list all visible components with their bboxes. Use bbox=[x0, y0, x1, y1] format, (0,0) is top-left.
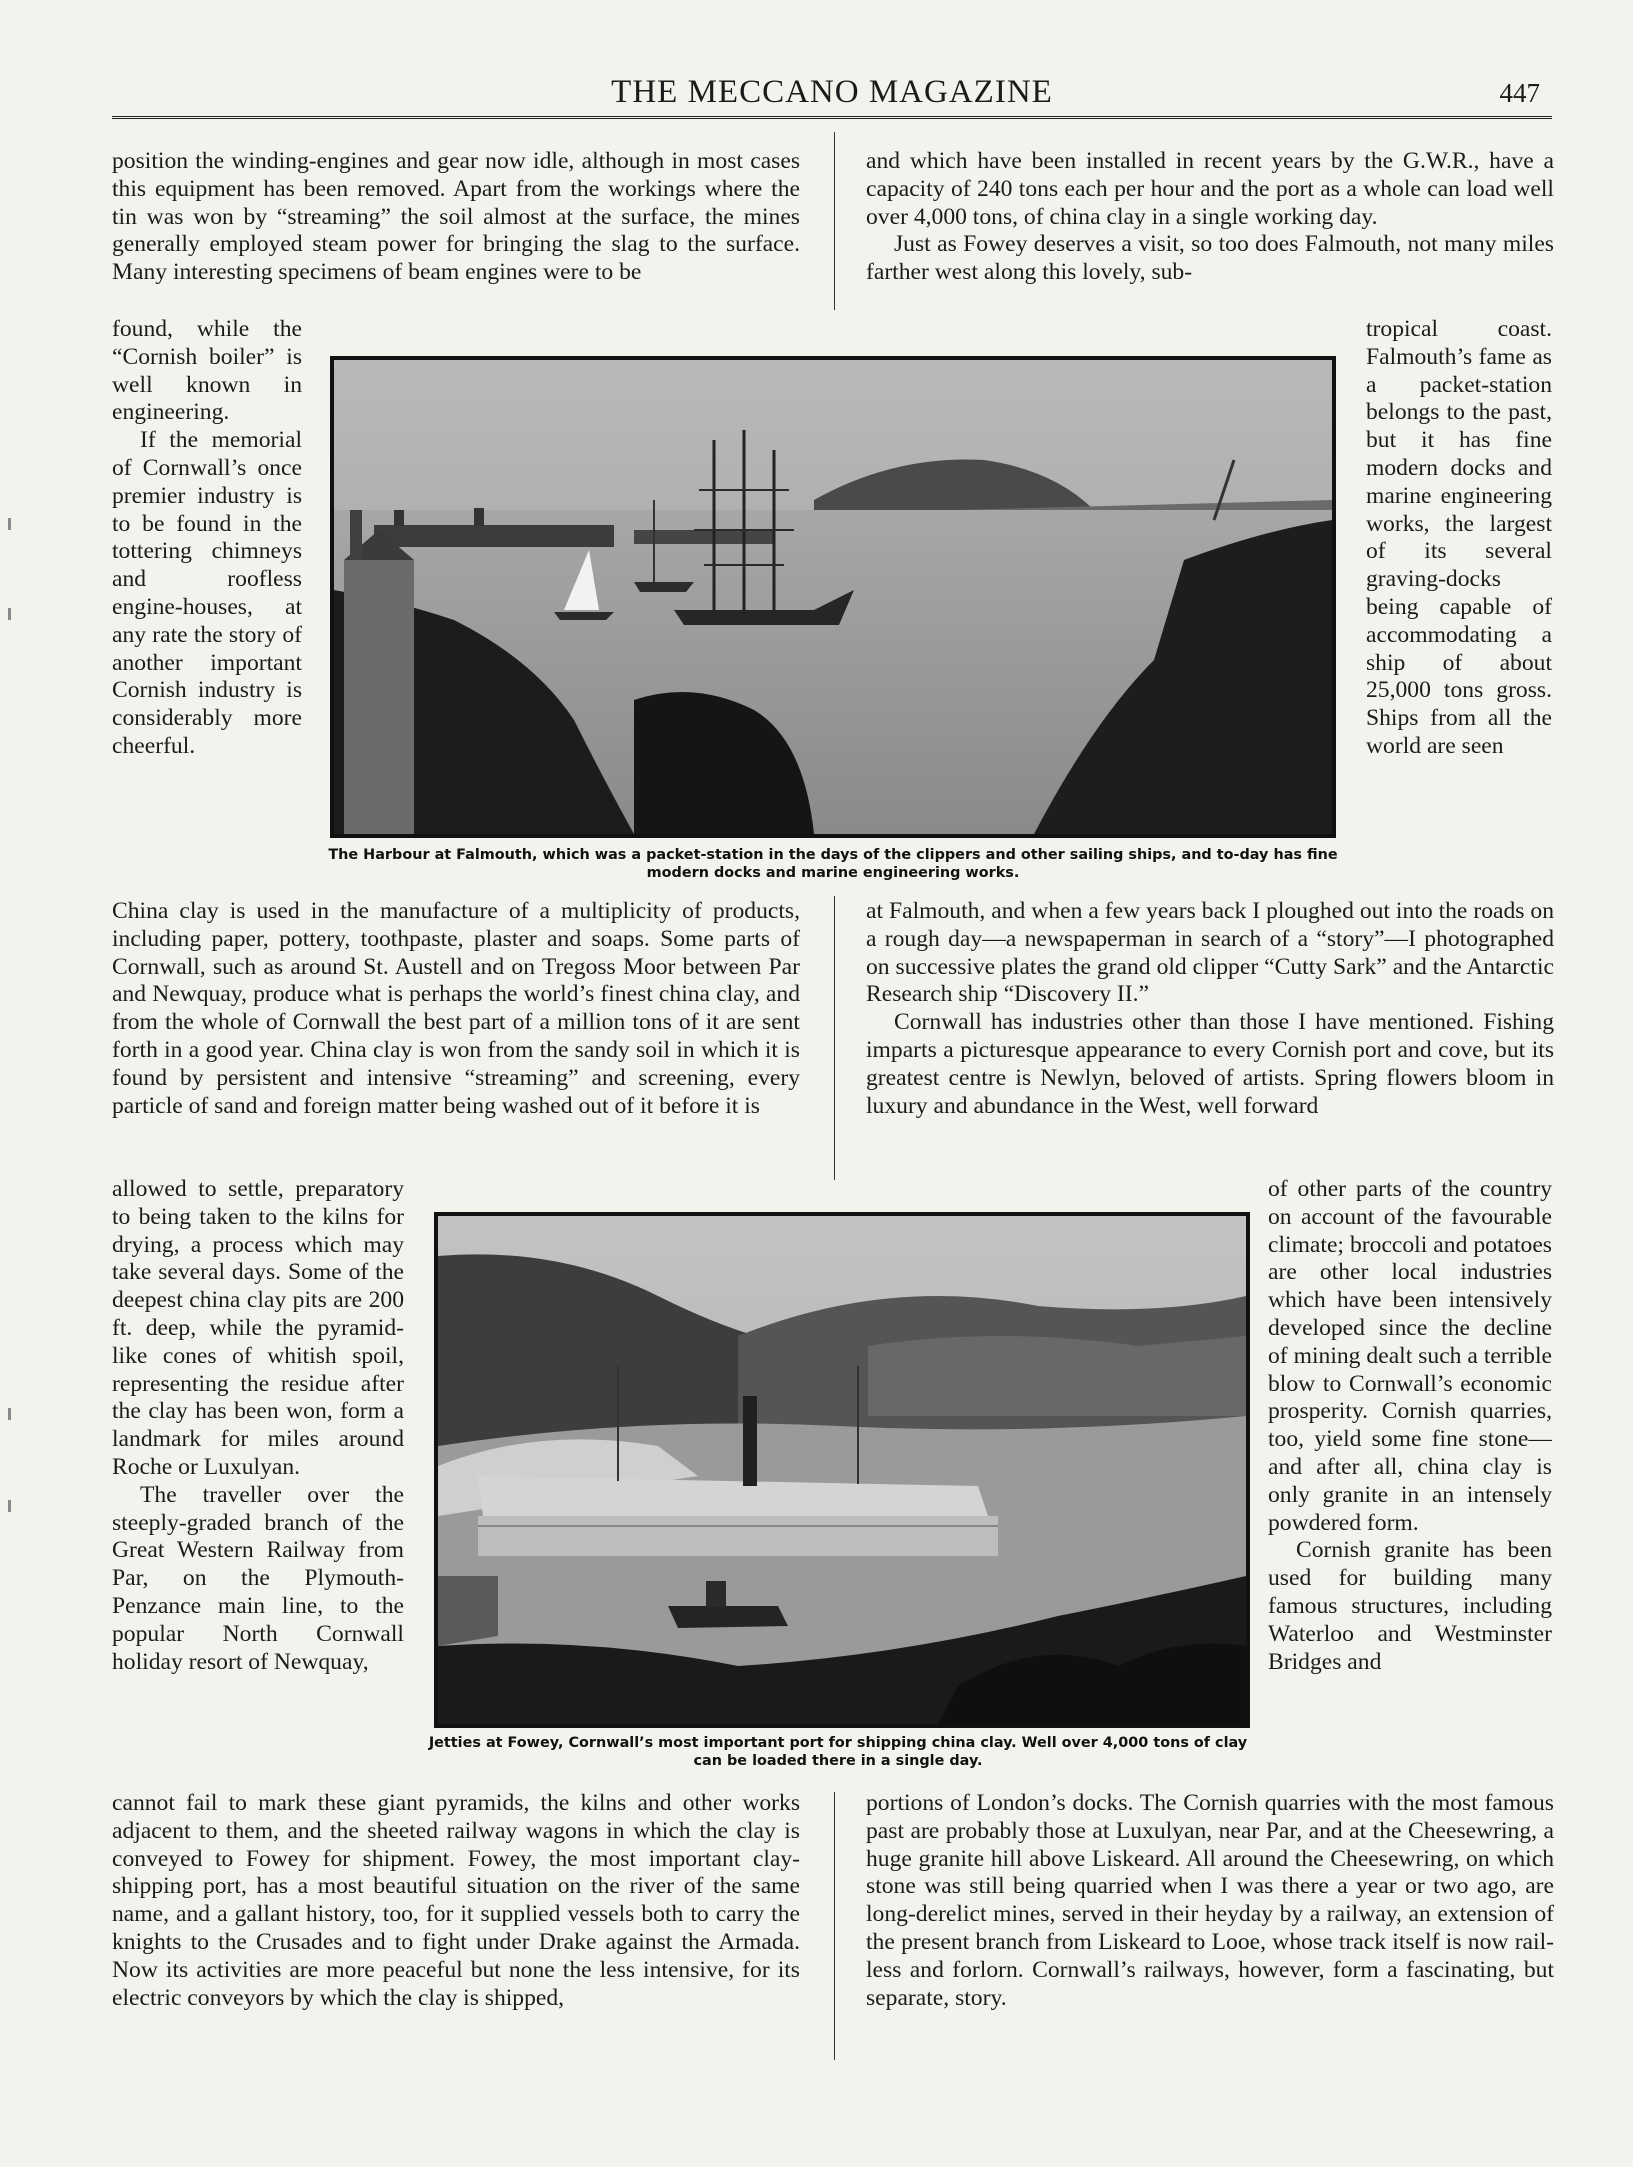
paragraph: tropical coast. Falmouth’s fame as a packet-station belongs to the past, but it has fine modern docks and marine engineering works, the largest of its several graving-docks being capable of accommodating a ship of about 25,000 tons gross. Ships from all the world are seen bbox=[1366, 316, 1552, 759]
fowey-jetties-photo bbox=[434, 1212, 1250, 1728]
paragraph: If the memorial of Cornwall’s once premier industry is to be found in the tottering chimneys and roofless engine-houses, at any rate the story of another important Cornish industry is considerably more cheerful. bbox=[112, 427, 302, 759]
article-text-right-narrow-1 bbox=[1366, 316, 1552, 896]
paragraph: allowed to settle, preparatory to being taken to the kilns for drying, a process which may take several days. Some of the deepest china clay pits are 200 ft. deep, while the pyramid-like cones of whitish spoil, representing the residue after the clay has been won, form a landmark for miles around Roche or Luxulyan. bbox=[112, 1176, 404, 1480]
paragraph: of other parts of the country on account of the favourable climate; broccoli and potatoes are other local industries which have been intensively developed since the decline of mining dealt such a terrible blow to Cornwall’s economic prosperity. Cornish quarries, too, yield some fine stone—and after all, china clay is only granite in an intensely powdered form. bbox=[1268, 1176, 1552, 1536]
magazine-title: THE MECCANO MAGAZINE bbox=[611, 74, 1053, 110]
scan-mark bbox=[8, 518, 11, 530]
paragraph: Cornwall has industries other than those I have mentioned. Fishing imparts a picturesque appearance to every Cornish port and cove, but its greatest centre is Newlyn, beloved of artists. Spring flowers bloom in luxury and abundance in the West, well forward bbox=[866, 1009, 1554, 1119]
column-rule-bottom bbox=[834, 1792, 835, 2060]
article-text-right-narrow-2 bbox=[1268, 1176, 1552, 1790]
article-text-right-mid bbox=[866, 898, 1554, 1120]
page-header bbox=[112, 72, 1552, 119]
fowey-photo-caption: Jetties at Fowey, Cornwall’s most important port for shipping china clay. Well over 4,000 tons of clay can be loaded there in a single day. bbox=[428, 1735, 1248, 1769]
article-text-left-top bbox=[112, 148, 800, 287]
column-rule-middle bbox=[834, 896, 835, 1180]
paragraph: Just as Fowey deserves a visit, so too does Falmouth, not many miles farther west along this lovely, sub- bbox=[866, 231, 1554, 286]
paragraph: cannot fail to mark these giant pyramids, the kilns and other works adjacent to them, and the sheeted railway wagons in which the clay is conveyed to Fowey for shipment. Fowey, the most important clay-shipping port, has a most beautiful situation on the river of the same name, and a gallant history, too, for it supplied vessels both to carry the knights to the Crusades and to fight under Drake against the Armada. Now its activities are more peaceful but none the less intensive, for its electric conveyors by which the clay is shipped, bbox=[112, 1790, 800, 2011]
paragraph: and which have been installed in recent years by the G.W.R., have a capacity of 240 tons each per hour and the port as a whole can load well over 4,000 tons, of china clay in a single working day. bbox=[866, 148, 1554, 230]
paragraph: at Falmouth, and when a few years back I ploughed out into the roads on a rough day—a newspaperman in search of a “story”—I photographed on successive plates the grand old clipper “Cutty Sark” and the Antarctic Research ship “Discovery II.” bbox=[866, 898, 1554, 1008]
column-rule-top bbox=[834, 132, 835, 310]
jetties-illustration bbox=[438, 1216, 1246, 1724]
paragraph: The traveller over the steeply-graded branch of the Great Western Railway from Par, on the Plymouth-Penzance main line, to the popular North Cornwall holiday resort of Newquay, bbox=[112, 1481, 404, 1675]
paragraph: found, while the “Cornish boiler” is well known in engineering. bbox=[112, 316, 302, 426]
page-number: 447 bbox=[1499, 78, 1540, 108]
paragraph: Cornish granite has been used for building many famous structures, including Waterloo and Westminster Bridges and bbox=[1268, 1537, 1552, 1675]
falmouth-photo-caption: The Harbour at Falmouth, which was a packet-station in the days of the clippers and other sailing ships, and to-day has fine modern docks and marine engineering works. bbox=[328, 847, 1338, 881]
article-text-left-mid bbox=[112, 898, 800, 1120]
paragraph: China clay is used in the manufacture of a multiplicity of products, including paper, pottery, toothpaste, plaster and soaps. Some parts of Cornwall, such as around St. Austell and on Tregoss Moor between Par and Newquay, produce what is perhaps the world’s finest china clay, and from the whole of Cornwall the best part of a million tons of it are sent forth in a good year. China clay is won from the sandy soil in which it is found by persistent and intensive “streaming” and screening, every particle of sand and foreign matter being washed out of it before it is bbox=[112, 898, 800, 1119]
article-text-right-top bbox=[866, 148, 1554, 287]
article-text-left-bottom bbox=[112, 1790, 800, 2012]
article-text-left-narrow-2 bbox=[112, 1176, 404, 1790]
paragraph: portions of London’s docks. The Cornish quarries with the most famous past are probably those at Luxulyan, near Par, and at the Cheesewring, a huge granite hill above Liskeard. All around the Cheesewring, on which stone was still being quarried when I was there a year or two ago, are long-derelict mines, served in their heyday by a railway, an extension of the present branch from Liskeard to Looe, whose track itself is now rail-less and forlorn. Cornwall’s railways, however, form a fascinating, but separate, story. bbox=[866, 1790, 1554, 2011]
harbour-illustration bbox=[334, 360, 1332, 834]
falmouth-harbour-photo bbox=[330, 356, 1336, 838]
paragraph: position the winding-engines and gear now idle, although in most cases this equipment has been removed. Apart from the workings where the tin was won by “streaming” the soil almost at the surface, the mines generally employed steam power for bringing the slag to the surface. Many interesting specimens of beam engines were to be bbox=[112, 148, 800, 286]
article-text-left-narrow-1 bbox=[112, 316, 302, 896]
scan-mark bbox=[8, 1408, 11, 1420]
article-text-right-bottom bbox=[866, 1790, 1554, 2012]
scan-mark bbox=[8, 608, 11, 620]
scan-mark bbox=[8, 1500, 11, 1512]
